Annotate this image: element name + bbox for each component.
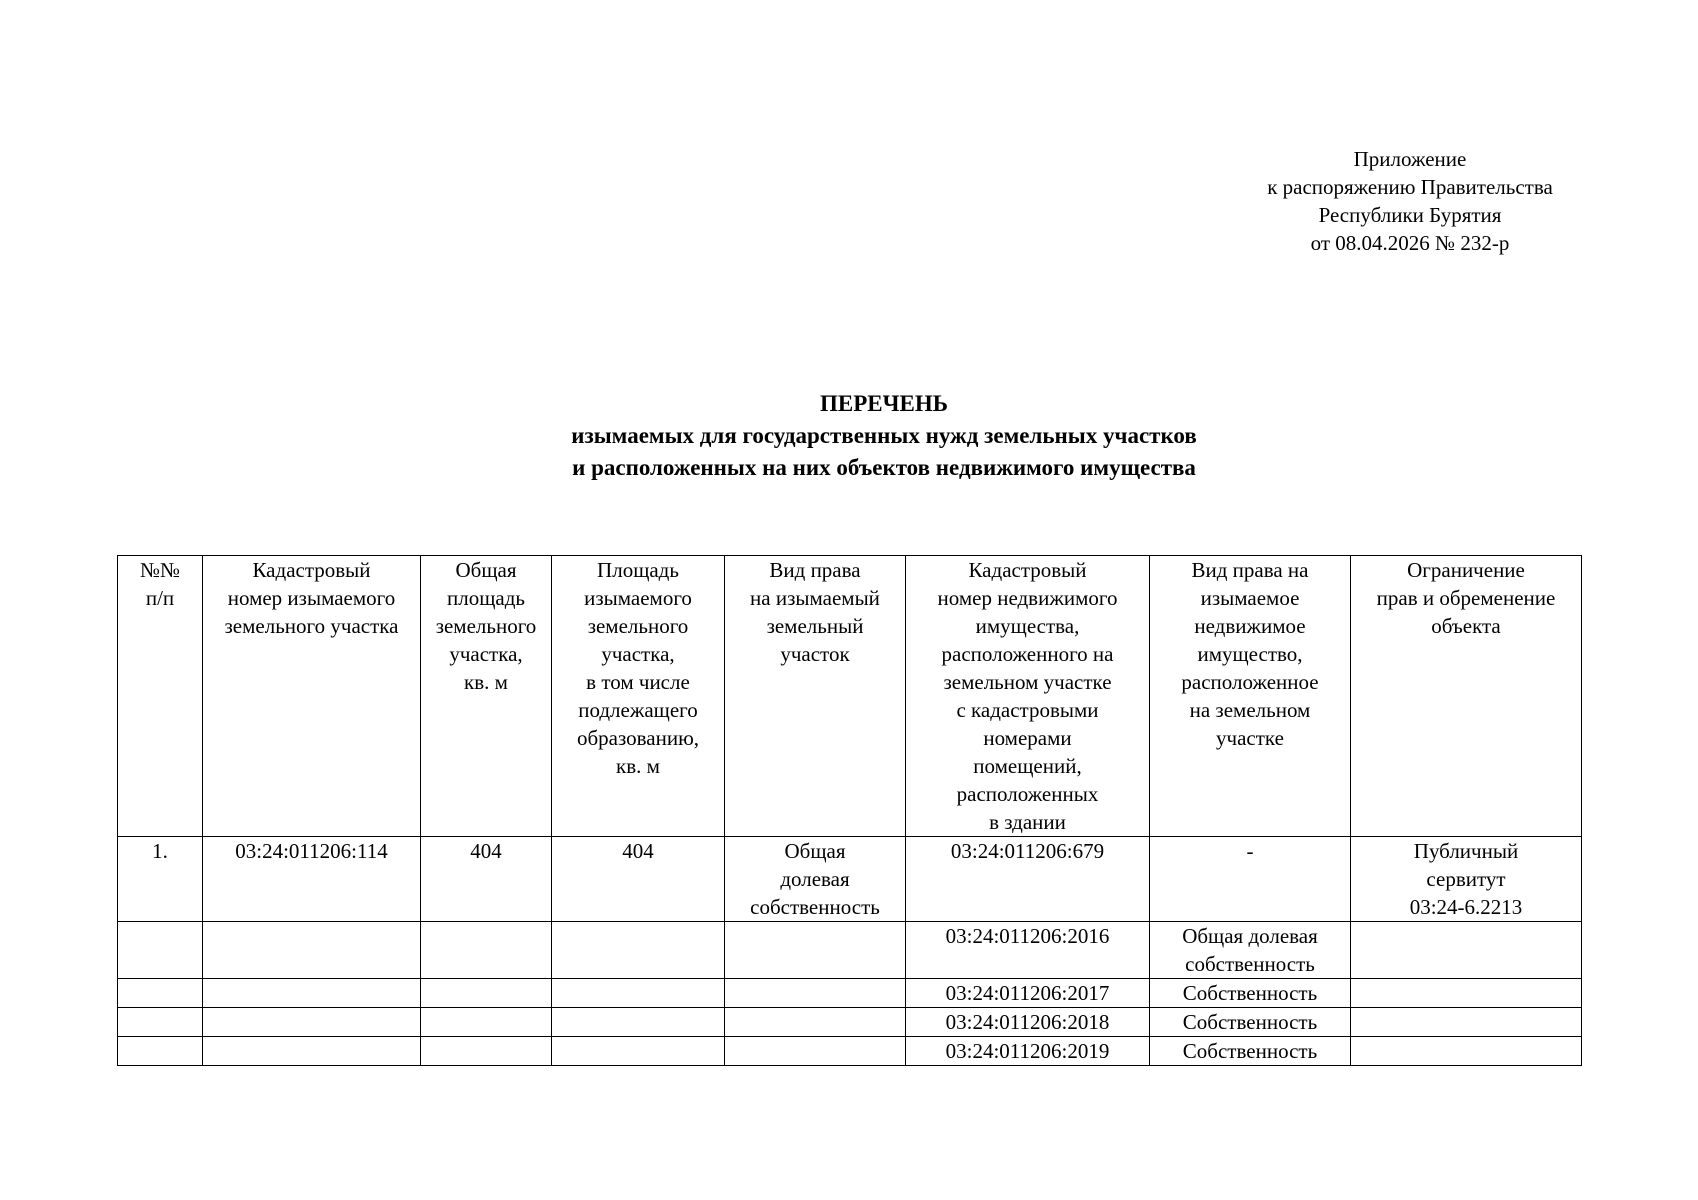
table-cell <box>1351 922 1582 979</box>
appendix-block <box>1240 145 1580 257</box>
table-cell: - <box>1150 837 1351 922</box>
table-cell <box>725 1037 906 1066</box>
table-cell <box>552 1037 725 1066</box>
table-cell: Общая долевая собственность <box>1150 922 1351 979</box>
table-cell <box>203 922 421 979</box>
table-cell <box>725 1008 906 1037</box>
title-line: ПЕРЕЧЕНЬ <box>820 391 948 416</box>
table-cell: 03:24:011206:2017 <box>906 979 1150 1008</box>
table-cell: Публичный сервитут 03:24-6.2213 <box>1351 837 1582 922</box>
header-land-right-type: Вид права на изымаемый земельный участок <box>725 556 906 837</box>
table-cell: 404 <box>552 837 725 922</box>
table-cell: Собственность <box>1150 979 1351 1008</box>
appendix-date-number: от 08.04.2026 № 232-р <box>1310 231 1510 255</box>
table-cell <box>203 1008 421 1037</box>
table-cell <box>203 1037 421 1066</box>
title-line: изымаемых для государственных нужд земельных участков <box>571 423 1197 448</box>
table-cell: 03:24:011206:114 <box>203 837 421 922</box>
table-cell <box>118 1008 203 1037</box>
appendix-line: к распоряжению Правительства <box>1267 175 1553 199</box>
table-cell <box>421 979 552 1008</box>
table-cell <box>1351 979 1582 1008</box>
table-cell <box>421 1037 552 1066</box>
header-restriction: Ограничение прав и обременение объекта <box>1351 556 1582 837</box>
table-cell <box>1351 1037 1582 1066</box>
table-cell <box>552 979 725 1008</box>
table-row <box>118 1037 1582 1066</box>
header-seized-area: Площадь изымаемого земельного участка, в том числе подлежащего образованию, кв. м <box>552 556 725 837</box>
table-row <box>118 837 1582 922</box>
appendix-line: Приложение <box>1353 147 1467 171</box>
table-cell <box>203 979 421 1008</box>
header-number: №№ п/п <box>118 556 203 837</box>
table-cell <box>725 979 906 1008</box>
table-cell <box>118 922 203 979</box>
table-cell <box>421 1008 552 1037</box>
table-cell: 03:24:011206:679 <box>906 837 1150 922</box>
table-cell <box>552 922 725 979</box>
table-cell <box>552 1008 725 1037</box>
table-cell <box>1351 1008 1582 1037</box>
property-table <box>117 555 1582 1066</box>
table-cell: 1. <box>118 837 203 922</box>
table-row <box>118 1008 1582 1037</box>
table-row <box>118 979 1582 1008</box>
header-property-cadastral-number: Кадастровый номер недвижимого имущества, расположенного на земельном участке с кадастровыми номерами помещений, расположенных в здании <box>906 556 1150 837</box>
table-cell <box>118 1037 203 1066</box>
table-row <box>118 922 1582 979</box>
table-cell: Собственность <box>1150 1037 1351 1066</box>
table-cell: Общая долевая собственность <box>725 837 906 922</box>
table-cell: 03:24:011206:2016 <box>906 922 1150 979</box>
table-cell: 404 <box>421 837 552 922</box>
table-cell: 03:24:011206:2018 <box>906 1008 1150 1037</box>
document-title <box>0 388 1698 484</box>
table-cell: Собственность <box>1150 1008 1351 1037</box>
title-line: и расположенных на них объектов недвижимого имущества <box>572 455 1196 480</box>
appendix-line: Республики Бурятия <box>1318 203 1502 227</box>
table-cell <box>725 922 906 979</box>
header-property-right-type: Вид права на изымаемое недвижимое имущество, расположенное на земельном участке <box>1150 556 1351 837</box>
header-total-area: Общая площадь земельного участка, кв. м <box>421 556 552 837</box>
header-land-cadastral-number: Кадастровый номер изымаемого земельного участка <box>203 556 421 837</box>
table-cell <box>118 979 203 1008</box>
table-header-row <box>118 556 1582 837</box>
table-cell: 03:24:011206:2019 <box>906 1037 1150 1066</box>
table-cell <box>421 922 552 979</box>
